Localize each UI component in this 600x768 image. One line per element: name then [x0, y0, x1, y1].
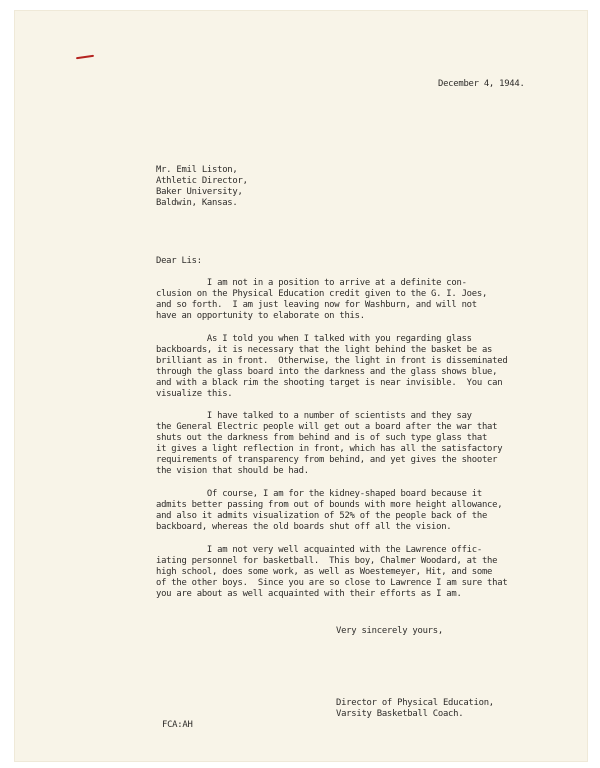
body-line: it gives a light reflection in front, which has all the satisfactory	[156, 444, 503, 454]
body-line: shuts out the darkness from behind and is of such type glass that	[156, 433, 488, 443]
letter-date: December 4, 1944.	[438, 79, 525, 89]
body-line: of the other boys. Since you are so close to Lawrence I am sure that	[156, 578, 508, 588]
body-line: backboard, whereas the old boards shut off all the vision.	[156, 522, 452, 532]
body-line: brilliant as in front. Otherwise, the light in front is disseminated	[156, 356, 508, 366]
body-line: I have talked to a number of scientists and they say	[156, 411, 472, 421]
body-line: the vision that should be had.	[156, 466, 309, 476]
body-line: clusion on the Physical Education credit given to the G. I. Joes,	[156, 289, 488, 299]
body-line: Of course, I am for the kidney-shaped board because it	[156, 489, 482, 499]
signature-title: Varsity Basketball Coach.	[336, 709, 464, 719]
body-line: have an opportunity to elaborate on this.	[156, 311, 365, 321]
address-line: Mr. Emil Liston,	[156, 165, 238, 175]
body-line: through the glass board into the darkness and the glass shows blue,	[156, 367, 498, 377]
body-line: backboards, it is necessary that the light behind the basket be as	[156, 345, 493, 355]
body-line: and so forth. I am just leaving now for Washburn, and will not	[156, 300, 477, 310]
body-line: and also it admits visualization of 52% of the people back of the	[156, 511, 488, 521]
letter-page	[14, 10, 588, 762]
body-line: high school, does some work, as well as Woestemeyer, Hit, and some	[156, 567, 493, 577]
typist-initials: FCA:AH	[162, 720, 193, 730]
body-line: the General Electric people will get out a board after the war that	[156, 422, 498, 432]
signature-title: Director of Physical Education,	[336, 698, 494, 708]
body-line: I am not in a position to arrive at a definite con-	[156, 278, 467, 288]
body-line: admits better passing from out of bounds with more height allowance,	[156, 500, 503, 510]
body-line: I am not very well acquainted with the Lawrence offic-	[156, 545, 482, 555]
body-line: and with a black rim the shooting target is near invisible. You can	[156, 378, 503, 388]
body-line: As I told you when I talked with you regarding glass	[156, 334, 472, 344]
address-line: Baker University,	[156, 187, 243, 197]
body-line: you are about as well acquainted with their efforts as I am.	[156, 589, 462, 599]
address-line: Baldwin, Kansas.	[156, 198, 238, 208]
body-line: visualize this.	[156, 389, 233, 399]
salutation: Dear Lis:	[156, 256, 202, 266]
red-ink-mark	[76, 55, 94, 59]
closing: Very sincerely yours,	[336, 626, 443, 636]
address-line: Athletic Director,	[156, 176, 248, 186]
body-line: iating personnel for basketball. This boy, Chalmer Woodard, at the	[156, 556, 498, 566]
body-line: requirements of transparency from behind, and yet gives the shooter	[156, 455, 498, 465]
